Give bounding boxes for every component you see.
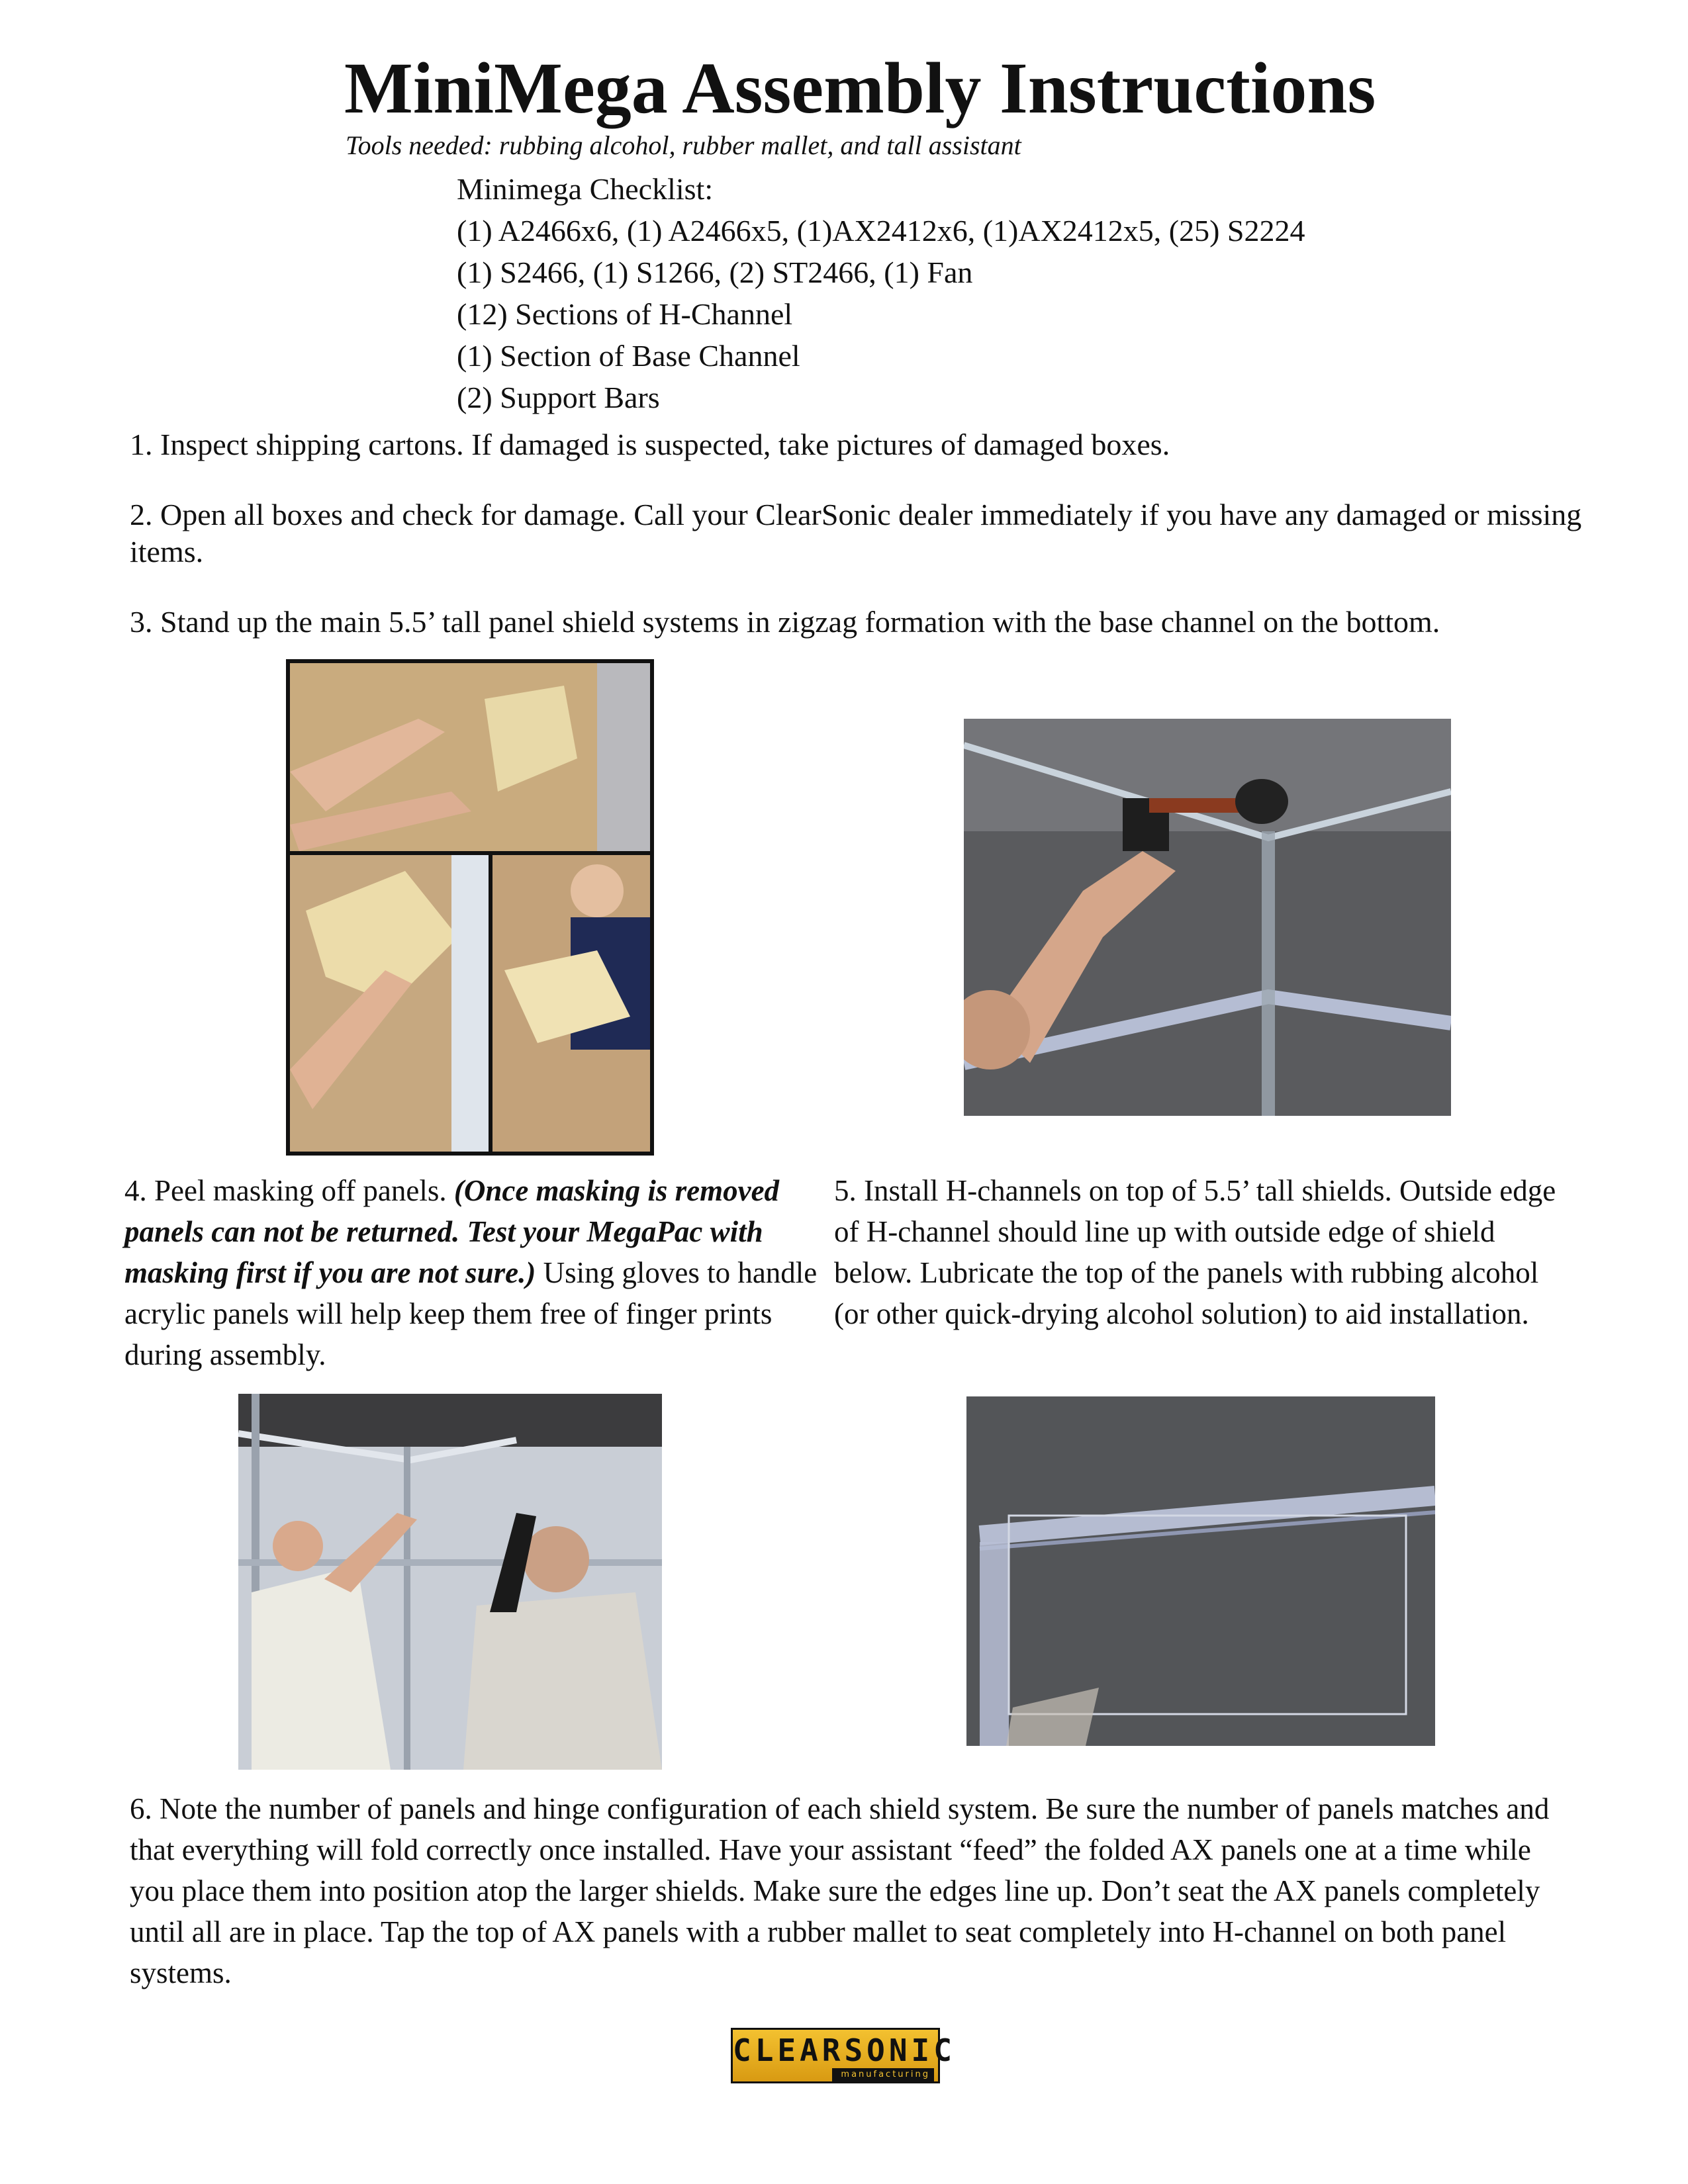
step-4-warning: (Once masking is removed panels can not be returned. Test your MegaPac with masking first if you are not sure.) [124, 1174, 780, 1289]
logo-word: CLEARSONIC [733, 2032, 956, 2068]
tools-needed: Tools needed: rubbing alcohol, rubber mallet, and tall assistant [346, 130, 1021, 160]
step-4-lead: 4. Peel masking off panels. [124, 1174, 454, 1207]
step-4-tail: Using gloves to handle acrylic panels will help keep them free of finger prints during assembly. [124, 1256, 818, 1371]
step-3: 3. Stand up the main 5.5’ tall panel shield systems in zigzag formation with the base channel on the bottom. [130, 605, 1440, 639]
step-5: 5. Install H-channels on top of 5.5’ tall shields. Outside edge of H-channel should line up with outside edge of shield below. Lubricate the top of the panels with rubbing alcohol (or other quick-drying alcohol solution) to aid installation. [834, 1174, 1556, 1330]
step-6: 6. Note the number of panels and hinge configuration of each shield system. Be sure the number of panels matches and that everything will fold correctly once installed. Have your assistant “feed” the folded AX panels one at a time while you place them into position atop the larger shields. Make sure the edges line up. Don’t seat the AX panels completely until all are in place. Tap the top of AX panels with a rubber mallet to seat completely into H-channel on both panel systems. [130, 1792, 1550, 1989]
photo-mallet-h-channel [964, 719, 1451, 1116]
photo-installing-panels [238, 1394, 662, 1770]
logo-subtitle: manufacturing [832, 2068, 934, 2081]
page-title: MiniMega Assembly Instructions [344, 48, 1376, 128]
checklist [457, 168, 1305, 418]
step-1: 1. Inspect shipping cartons. If damaged is suspected, take pictures of damaged boxes. [130, 428, 1170, 461]
checklist-heading: Minimega Checklist: [457, 172, 714, 206]
photo-peeling-masking [286, 659, 654, 1156]
checklist-item: (1) S2466, (1) S1266, (2) ST2466, (1) Fan [457, 255, 973, 289]
step-4 [124, 1170, 820, 1375]
clearsonic-logo [731, 2028, 956, 2083]
step-2: 2. Open all boxes and check for damage. Call your ClearSonic dealer immediately if you have any damaged or missing items. [130, 498, 1582, 569]
checklist-item: (2) Support Bars [457, 381, 660, 414]
checklist-item: (12) Sections of H-Channel [457, 297, 793, 331]
checklist-item: (1) A2466x6, (1) A2466x5, (1)AX2412x6, (1)AX2412x5, (25) S2224 [457, 214, 1305, 248]
checklist-item: (1) Section of Base Channel [457, 339, 800, 373]
photo-h-channel-closeup [966, 1396, 1435, 1746]
